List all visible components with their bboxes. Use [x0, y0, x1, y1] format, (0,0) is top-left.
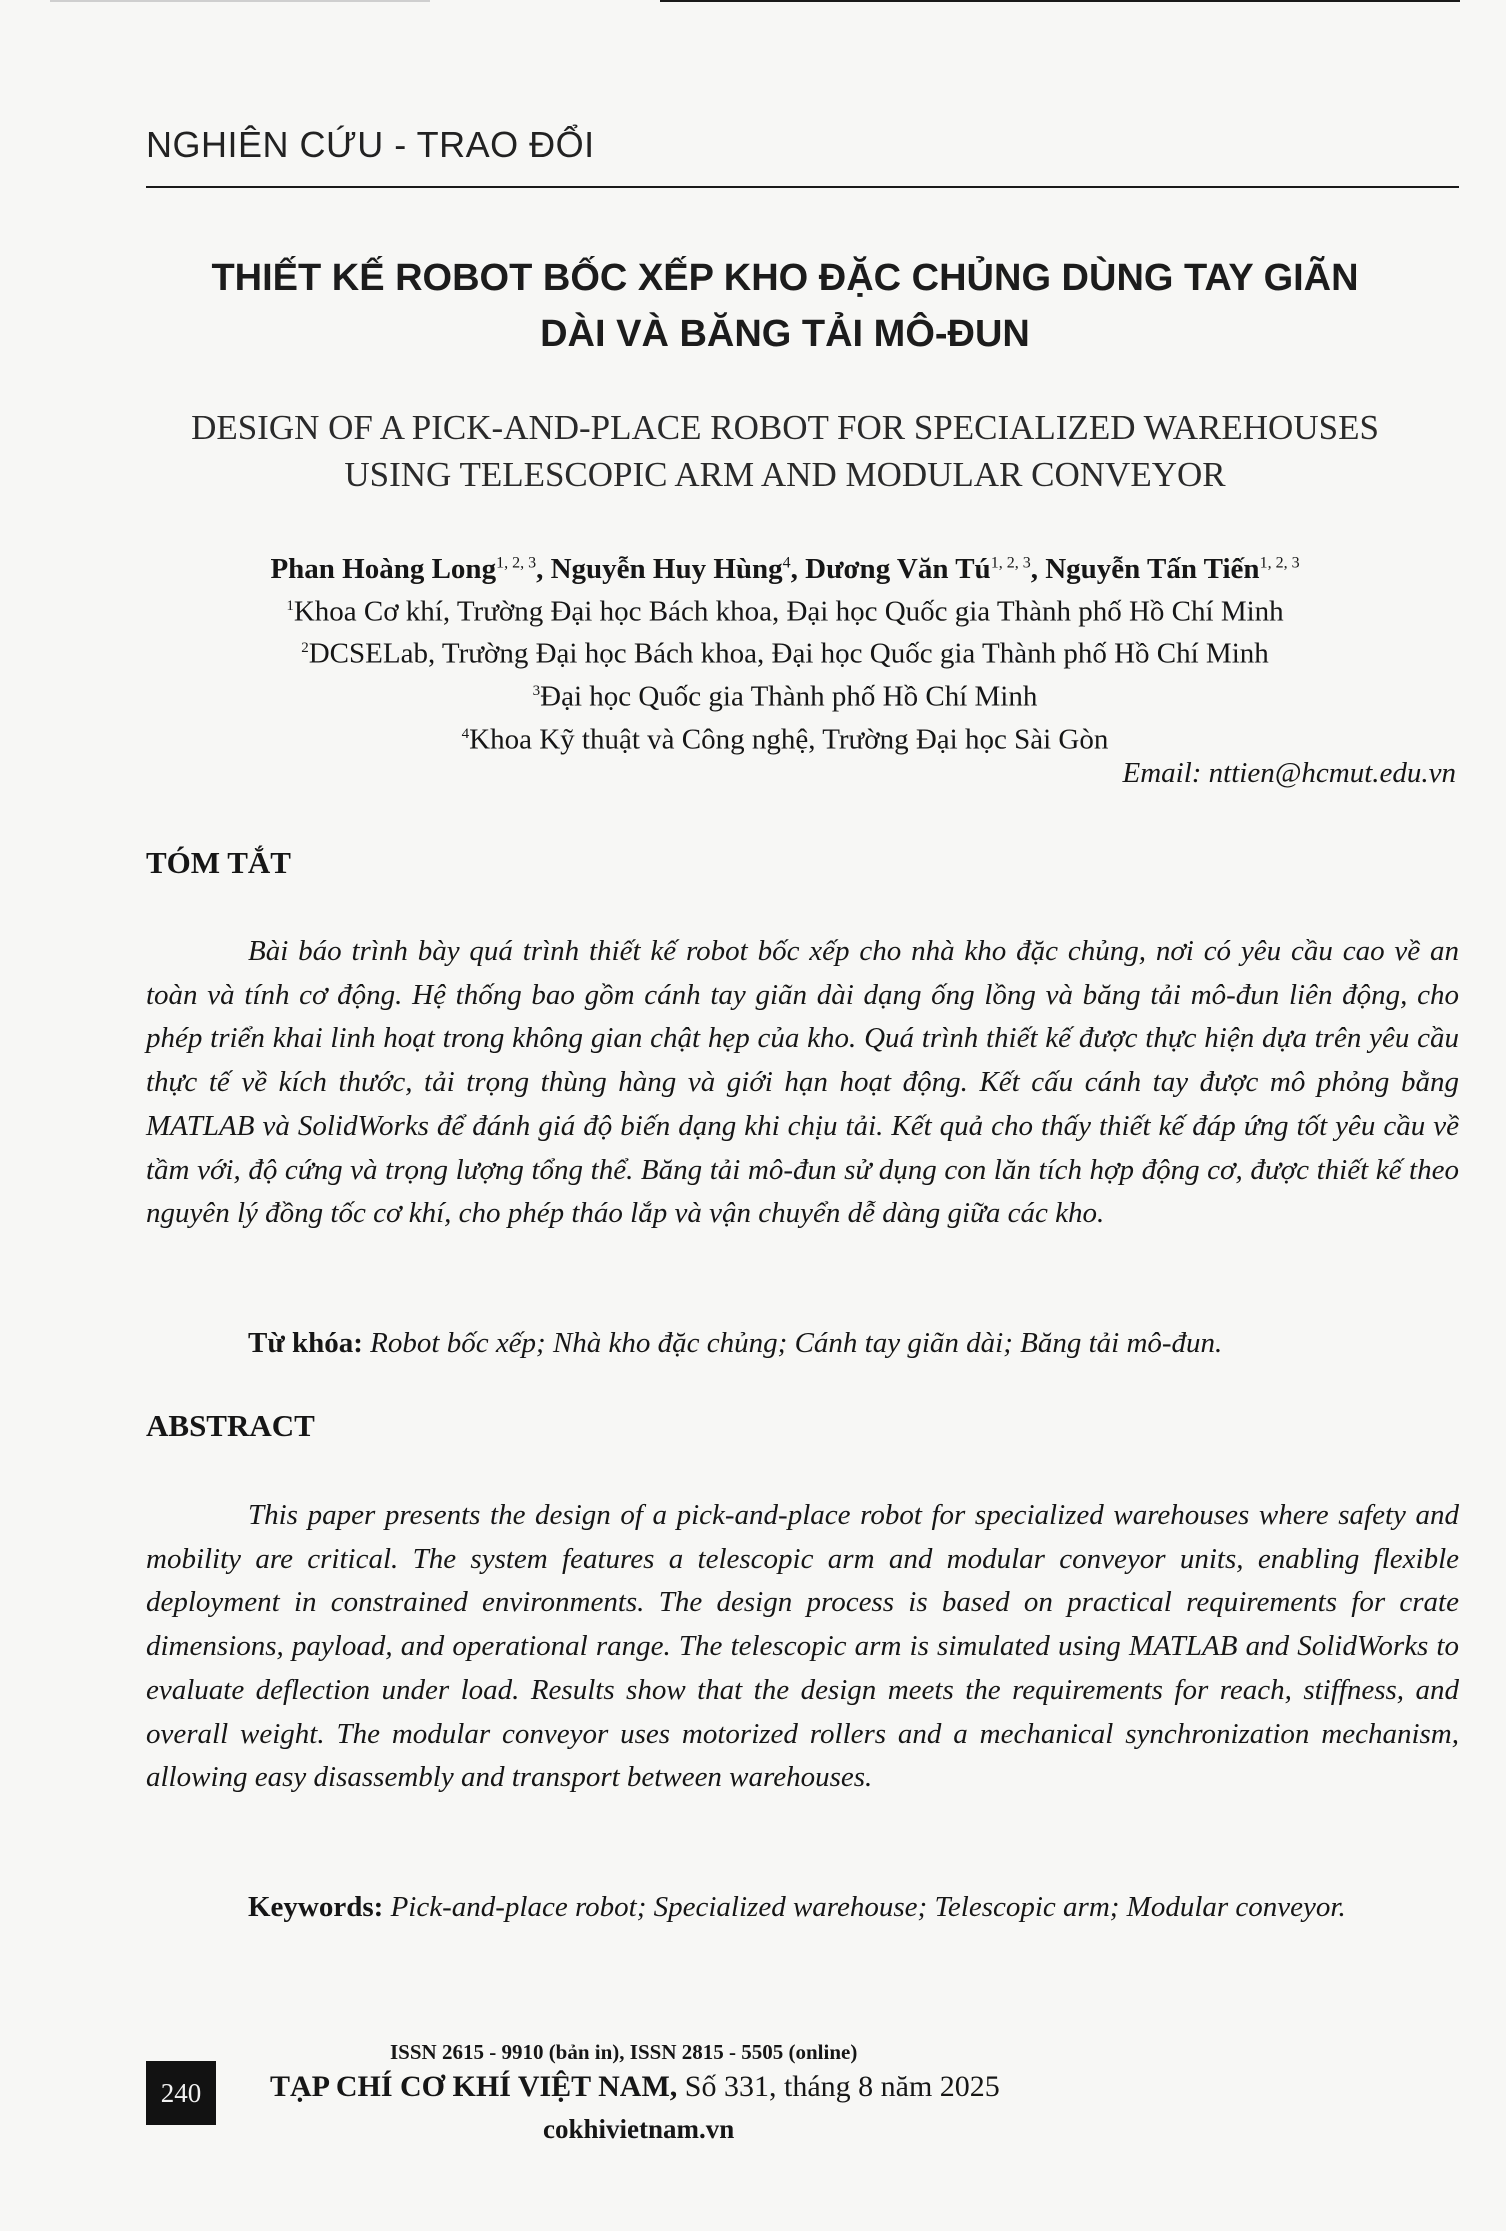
tomtat-heading: TÓM TẮT	[146, 845, 291, 880]
footer-website[interactable]: cokhivietnam.vn	[543, 2114, 735, 2144]
author: Phan Hoàng Long$^{1, 2, 3}$,	[270, 552, 551, 585]
title-en-line-2: USING TELESCOPIC ARM AND MODULAR CONVEYOR	[344, 455, 1226, 494]
page-number: 240	[146, 2061, 216, 2125]
tomtat-keywords	[248, 1322, 1222, 1365]
top-edge-rule-short	[50, 0, 430, 2]
abstract-body: This paper presents the design of a pick-and-place robot for specialized warehouses where safety and mobility are critical. The system features a telescopic arm and modular conveyor units, enabling flexible deployment in constrained environments. The design process is based on practical requirements for crate dimensions, payload, and operational range. The telescopic arm is simulated using MATLAB and SolidWorks to evaluate deflection under load. Results show that the design meets the requirements for reach, stiffness, and overall weight. The modular conveyor uses motorized rollers and a mechanical synchronization mechanism, allowing easy disassembly and transport between warehouses.	[146, 1499, 1459, 1794]
top-edge-rule	[660, 0, 1460, 2]
tomtat-body: Bài báo trình bày quá trình thiết kế robot bốc xếp cho nhà kho đặc chủng, nơi có yêu cầu cao về an toàn và tính cơ động. Hệ thống bao gồm cánh tay giãn dài dạng ống lồng và băng tải mô-đun liên động, cho phép triển khai linh hoạt trong không gian chật hẹp của kho. Quá trình thiết kế được thực hiện dựa trên yêu cầu thực tế về kích thước, tải trọng thùng hàng và giới hạn hoạt động. Kết cấu cánh tay được mô phỏng bằng MATLAB và SolidWorks để đánh giá độ biến dạng khi chịu tải. Kết quả cho thấy thiết kế đáp ứng tốt yêu cầu về tầm với, độ cứng và trọng lượng tổng thể. Băng tải mô-đun sử dụng con lăn tích hợp động cơ, được thiết kế theo nguyên lý đồng tốc cơ khí, cho phép tháo lắp và vận chuyển dễ dàng giữa các kho.	[146, 935, 1459, 1230]
title-vi-line-1: THIẾT KẾ ROBOT BỐC XẾP KHO ĐẶC CHỦNG DÙNG TAY GIÃN	[211, 257, 1359, 299]
journal-issue: Số 331, tháng 8 năm 2025	[677, 2070, 1000, 2103]
author: Nguyễn Tấn Tiến$^{1, 2, 3}$	[1045, 552, 1300, 585]
abstract-heading: ABSTRACT	[146, 1408, 315, 1443]
journal-name: TẠP CHÍ CƠ KHÍ VIỆT NAM,	[270, 2070, 678, 2103]
abstract-keywords	[146, 1886, 1459, 1930]
corresponding-email: Email: nttien@hcmut.edu.vn	[1122, 757, 1456, 789]
author: Dương Văn Tú$^{1, 2, 3}$,	[805, 552, 1046, 585]
footer-issn: ISSN 2615 - 9910 (bản in), ISSN 2815 - 5505 (online)	[390, 2040, 858, 2064]
title-vi-line-2: DÀI VÀ BĂNG TẢI MÔ-ĐUN	[540, 313, 1030, 355]
affiliation: $^4$Khoa Kỹ thuật và Công nghệ, Trường Đại học Sài Gòn	[461, 723, 1109, 756]
author: Nguyễn Huy Hùng$^4$,	[550, 552, 806, 585]
affiliation: $^1$Khoa Cơ khí, Trường Đại học Bách khoa, Đại học Quốc gia Thành phố Hồ Chí Minh	[286, 595, 1284, 628]
author-list	[120, 543, 1450, 589]
title-vietnamese	[120, 250, 1450, 362]
keywords-label: Keywords:	[248, 1891, 384, 1923]
keywords-label: Từ khóa:	[248, 1327, 363, 1359]
title-english	[120, 404, 1450, 498]
title-en-line-1: DESIGN OF A PICK-AND-PLACE ROBOT FOR SPECIALIZED WAREHOUSES	[191, 408, 1379, 447]
affiliation: $^2$DCSELab, Trường Đại học Bách khoa, Đại học Quốc gia Thành phố Hồ Chí Minh	[301, 637, 1269, 670]
affiliation: $^3$Đại học Quốc gia Thành phố Hồ Chí Minh	[532, 680, 1038, 713]
section-label: NGHIÊN CỨU - TRAO ĐỔI	[146, 124, 595, 165]
footer-journal	[270, 2070, 1000, 2104]
keywords-text: Robot bốc xếp; Nhà kho đặc chủng; Cánh tay giãn dài; Băng tải mô-đun.	[370, 1327, 1223, 1359]
header-rule	[146, 186, 1459, 188]
keywords-text: Pick-and-place robot; Specialized warehouse; Telescopic arm; Modular conveyor.	[390, 1891, 1346, 1923]
